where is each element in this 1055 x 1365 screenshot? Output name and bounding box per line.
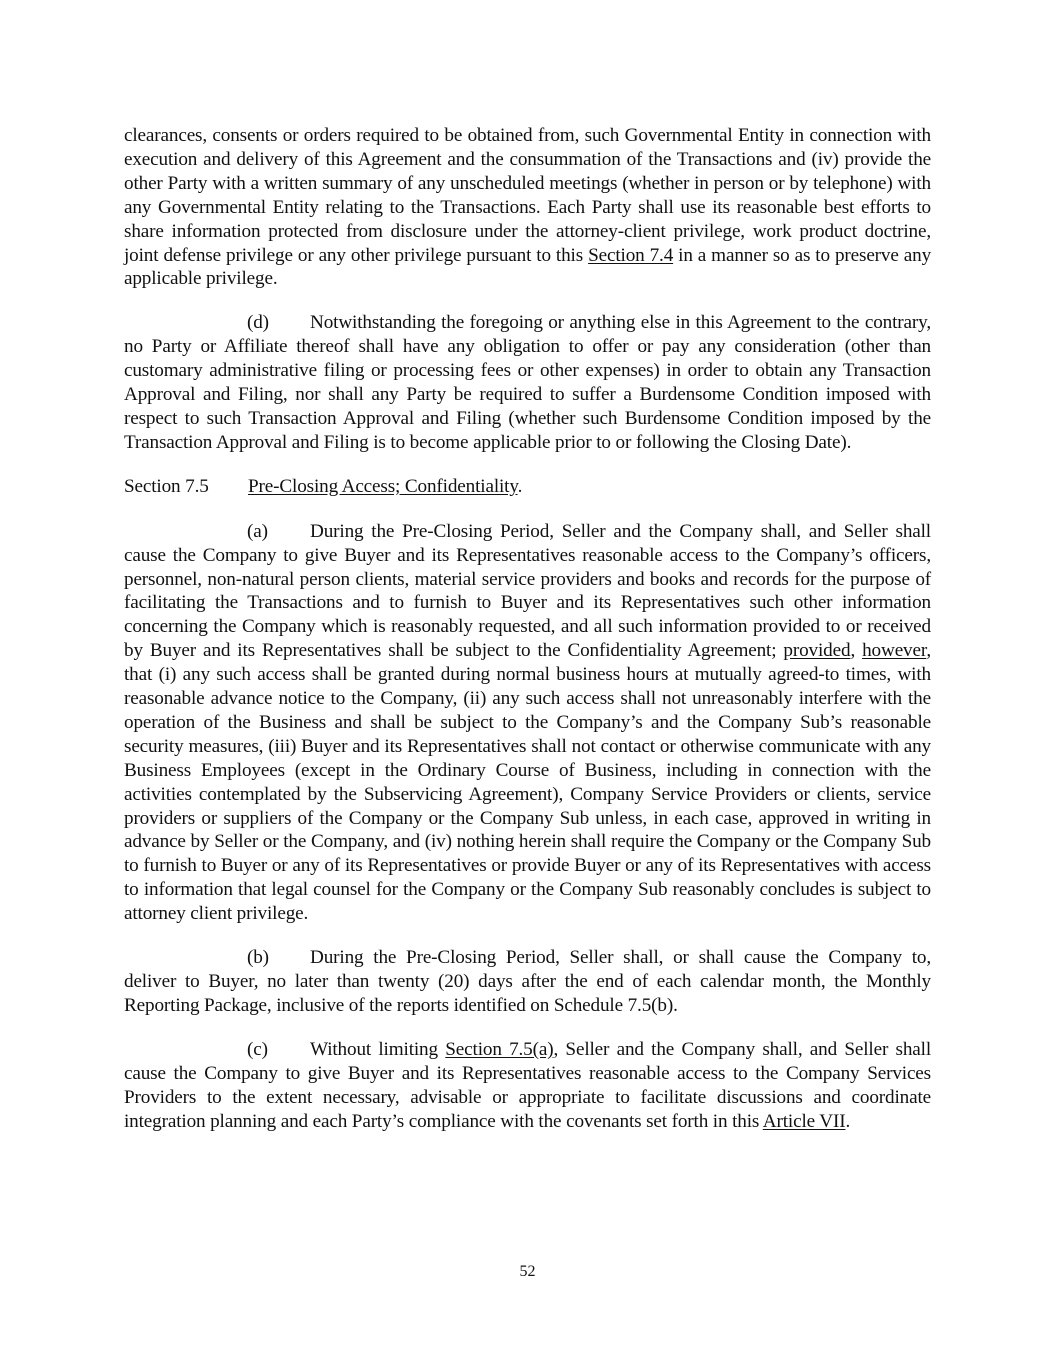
paragraph-b xyxy=(124,946,931,1018)
paragraph-text: , that (i) any such access shall be granted during normal business hours at mutually agreed-to times, with reasonable advance notice to the Company, (ii) any such access shall not unreasonably interfere with the operation of the Business and shall be subject to the Company’s and the Company Sub’s reasonable security measures, (iii) Buyer and its Representatives shall not contact or otherwise communicate with any Business Employees (except in the Ordinary Course of Business, including in connection with the activities contemplated by the Subservicing Agreement), Company Service Providers or clients, service providers or suppliers of the Company or the Company Sub unless, in each case, approved in writing in advance by Seller or the Company, and (iv) nothing herein shall require the Company or the Company Sub to furnish to Buyer or any of its Representatives or provide Buyer or any of its Representatives with access to information that legal counsel for the Company or the Company Sub reasonably concludes is subject to attorney client privilege. xyxy=(124,640,931,925)
punctuation: , xyxy=(850,640,863,662)
paragraph-text: Without limiting xyxy=(310,1038,446,1060)
section-7-5a-reference[interactable]: Section 7.5(a) xyxy=(445,1038,554,1060)
article-vii-reference[interactable]: Article VII xyxy=(762,1110,846,1132)
paragraph-label: (d) xyxy=(247,312,269,334)
paragraph-c xyxy=(124,1038,931,1134)
section-number: Section 7.5 xyxy=(124,475,209,497)
however-term: however xyxy=(862,640,927,662)
paragraph-text: During the Pre-Closing Period, Seller shall, or shall cause the Company to, deliver to Buyer, no later than twenty (20) days after the end of each calendar month, the Monthly Reporting Package, inclusive of the reports identified on Schedule 7.5(b). xyxy=(124,947,931,1016)
punctuation: . xyxy=(845,1110,851,1132)
paragraph-a xyxy=(124,520,931,926)
paragraph-label: (b) xyxy=(247,947,269,969)
continuation-paragraph xyxy=(124,124,931,291)
paragraph-label: (c) xyxy=(247,1038,268,1060)
section-7-4-reference[interactable]: Section 7.4 xyxy=(588,244,674,266)
paragraph-text: , Seller and the Company shall, and Seller shall cause the Company to give Buyer and its Representatives reasonable access to the Company Services Providers to the extent necessary, advisable or appropriate to facilitate discussions and coordinate integration planning and each Party’s compliance with the covenants set forth in this xyxy=(124,1038,931,1132)
paragraph-text: During the Pre-Closing Period, Seller and the Company shall, and Seller shall cause the Company to give Buyer and its Representatives reasonable access to the Company’s officers, personnel, non-natural person clients, material service providers and books and records for the purpose of facilitating the Transactions and to furnish to Buyer and its Representatives such other information concerning the Company which is reasonably requested, and all such information provided to or received by Buyer and its Representatives shall be subject to the Confidentiality Agreement; xyxy=(124,520,931,662)
provided-term: provided xyxy=(783,640,851,662)
section-title-period: . xyxy=(517,475,523,497)
document-page xyxy=(124,124,931,1153)
paragraph-text: in a manner so as to preserve any applicable privilege. xyxy=(124,244,932,290)
page-number: 52 xyxy=(519,1263,536,1280)
section-heading xyxy=(124,475,931,499)
paragraph-text: clearances, consents or orders required to be obtained from, such Governmental Entity in connection with execution and delivery of this Agreement and the consummation of the Transactions and (iv) provide the other Party with a written summary of any unscheduled meetings (whether in person or by telephone) with any Governmental Entity relating to the Transactions. Each Party shall use its reasonable best efforts to share information protected from disclosure under the attorney-client privilege, work product doctrine, joint defense privilege or any other privilege pursuant to this xyxy=(124,125,931,266)
paragraph-d xyxy=(124,311,931,454)
paragraph-label: (a) xyxy=(247,520,268,542)
section-title: Pre-Closing Access; Confidentiality xyxy=(248,475,518,497)
paragraph-text: Notwithstanding the foregoing or anything else in this Agreement to the contrary, no Party or Affiliate thereof shall have any obligation to offer or pay any consideration (other than customary administrative filing or processing fees or other expenses) in order to obtain any Transaction Approval and Filing, nor shall any Party be required to suffer a Burdensome Condition imposed with respect to such Transaction Approval and Filing (whether such Burdensome Condition imposed by the Transaction Approval and Filing is to become applicable prior to or following the Closing Date). xyxy=(124,312,931,453)
